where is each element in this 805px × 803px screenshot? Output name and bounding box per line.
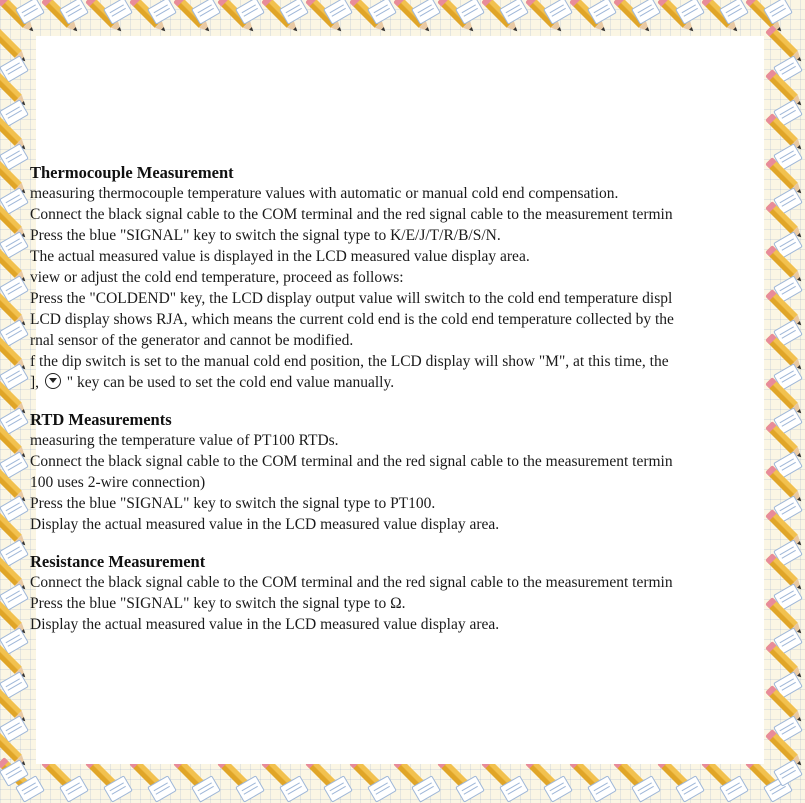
text-line: Connect the black signal cable to the COM terminal and the red signal cable to the measurement termin: [30, 453, 673, 470]
text-line: Press the "COLDEND" key, the LCD display output value will switch to the cold end temperature displ: [30, 290, 673, 307]
text-line: Press the blue "SIGNAL" key to switch the signal type to K/E/J/T/R/B/S/N.: [30, 227, 501, 244]
section-rtd: [30, 409, 790, 535]
section-thermocouple: [30, 162, 790, 393]
text-line: LCD display shows RJA, which means the current cold end is the cold end temperature collected by the: [30, 311, 674, 328]
down-arrow-key-icon: [45, 373, 61, 389]
text-line: Press the blue "SIGNAL" key to switch the signal type to Ω.: [30, 595, 406, 612]
text-line: measuring the temperature value of PT100 RTDs.: [30, 432, 339, 449]
section-title: Resistance Measurement: [30, 552, 206, 571]
section-resistance: [30, 551, 790, 635]
text-line: The actual measured value is displayed in the LCD measured value display area.: [30, 248, 530, 265]
text-line: Connect the black signal cable to the COM terminal and the red signal cable to the measurement termin: [30, 206, 673, 223]
text-line-with-key: [30, 372, 790, 393]
text-line: f the dip switch is set to the manual cold end position, the LCD display will show "M", at this time, the: [30, 353, 669, 370]
text-line: Connect the black signal cable to the COM terminal and the red signal cable to the measurement termin: [30, 574, 673, 591]
key-line-prefix: ],: [30, 374, 40, 391]
text-line: Display the actual measured value in the LCD measured value display area.: [30, 516, 500, 533]
section-title: Thermocouple Measurement: [30, 163, 234, 182]
section-title: RTD Measurements: [30, 410, 172, 429]
text-line: rnal sensor of the generator and cannot be modified.: [30, 332, 354, 349]
text-line: Press the blue "SIGNAL" key to switch the signal type to PT100.: [30, 495, 436, 512]
key-line-suffix: " key can be used to set the cold end value manually.: [66, 374, 395, 391]
text-line: Display the actual measured value in the LCD measured value display area.: [30, 616, 500, 633]
text-line: measuring thermocouple temperature values with automatic or manual cold end compensation.: [30, 185, 619, 202]
text-line: 100 uses 2-wire connection): [30, 474, 206, 491]
document-content: [30, 162, 790, 651]
document-page: [30, 36, 764, 764]
text-line: view or adjust the cold end temperature, proceed as follows:: [30, 269, 404, 286]
